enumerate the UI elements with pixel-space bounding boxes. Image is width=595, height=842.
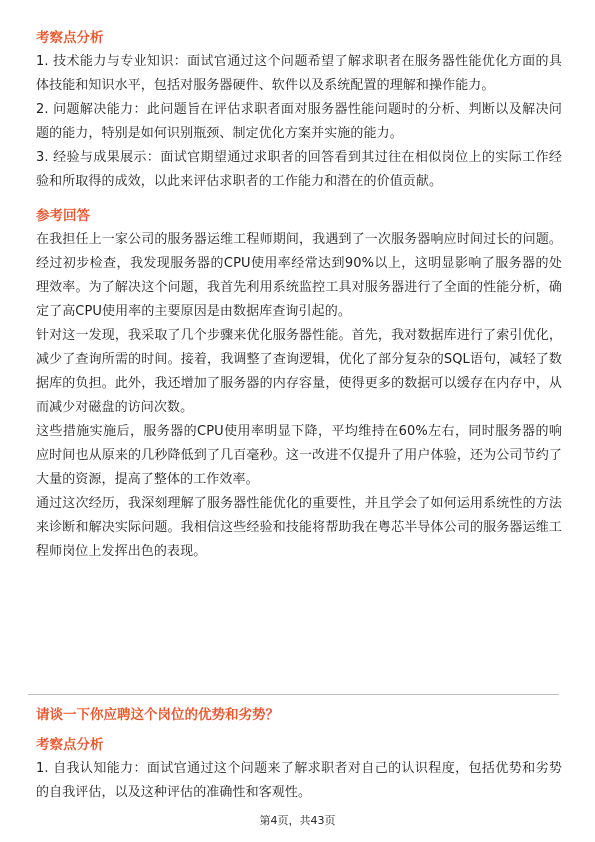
analysis-item-1: 1. 技术能力与专业知识：面试官通过这个问题希望了解求职者在服务器性能优化方面的具体技能和知识水平，包括对服务器硬件、软件以及系统配置的理解和操作能力。 bbox=[36, 54, 562, 93]
analysis-item-1-next: 1. 自我认知能力：面试官通过这个问题来了解求职者对自己的认识程度，包括优势和劣势的自我评估，以及这种评估的准确性和客观性。 bbox=[36, 761, 562, 800]
next-question-block bbox=[36, 705, 562, 805]
section-heading-analysis: 考察点分析 bbox=[36, 30, 104, 46]
section-heading-answer: 参考回答 bbox=[36, 208, 90, 224]
analysis-item-3: 3. 经验与成果展示：面试官期望通过求职者的回答看到其过往在相似岗位上的实际工作经验和所取得的成效，以此来评估求职者的工作能力和潜在的价值贡献。 bbox=[36, 150, 562, 189]
section-divider bbox=[28, 694, 559, 695]
section-heading-analysis-2: 考察点分析 bbox=[36, 737, 104, 753]
analysis-item-2: 2. 问题解决能力：此问题旨在评估求职者面对服务器性能问题时的分析、判断以及解决问题的能力，特别是如何识别瓶颈、制定优化方案并实施的能力。 bbox=[36, 102, 562, 141]
page-content bbox=[36, 0, 562, 564]
answer-paragraph-4: 通过这次经历，我深刻理解了服务器性能优化的重要性，并且学会了如何运用系统性的方法来诊断和解决实际问题。我相信这些经验和技能将帮助我在粤芯半导体公司的服务器运维工程师岗位上发挥出色的表现。 bbox=[36, 496, 562, 559]
question-title: 请谈一下你应聘这个岗位的优势和劣势？ bbox=[36, 707, 279, 723]
answer-paragraph-2: 针对这一发现，我采取了几个步骤来优化服务器性能。首先，我对数据库进行了索引优化，减少了查询所需的时间。接着，我调整了查询逻辑，优化了部分复杂的SQL语句，减轻了数据库的负担。此外，我还增加了服务器的内存容量，使得更多的数据可以缓存在内存中，从而减少对磁盘的访问次数。 bbox=[36, 328, 562, 415]
answer-paragraph-3: 这些措施实施后，服务器的CPU使用率明显下降，平均维持在60%左右，同时服务器的响应时间也从原来的几秒降低到了几百毫秒。这一改进不仅提升了用户体验，还为公司节约了大量的资源，提高了整体的工作效率。 bbox=[36, 424, 562, 487]
answer-paragraph-1: 在我担任上一家公司的服务器运维工程师期间，我遇到了一次服务器响应时间过长的问题。经过初步检查，我发现服务器的CPU使用率经常达到90%以上，这明显影响了服务器的处理效率。为了解决这个问题，我首先利用系统监控工具对服务器进行了全面的性能分析，确定了高CPU使用率的主要原因是由数据库查询引起的。 bbox=[36, 232, 562, 319]
page-number: 第4页，共43页 bbox=[259, 814, 336, 827]
